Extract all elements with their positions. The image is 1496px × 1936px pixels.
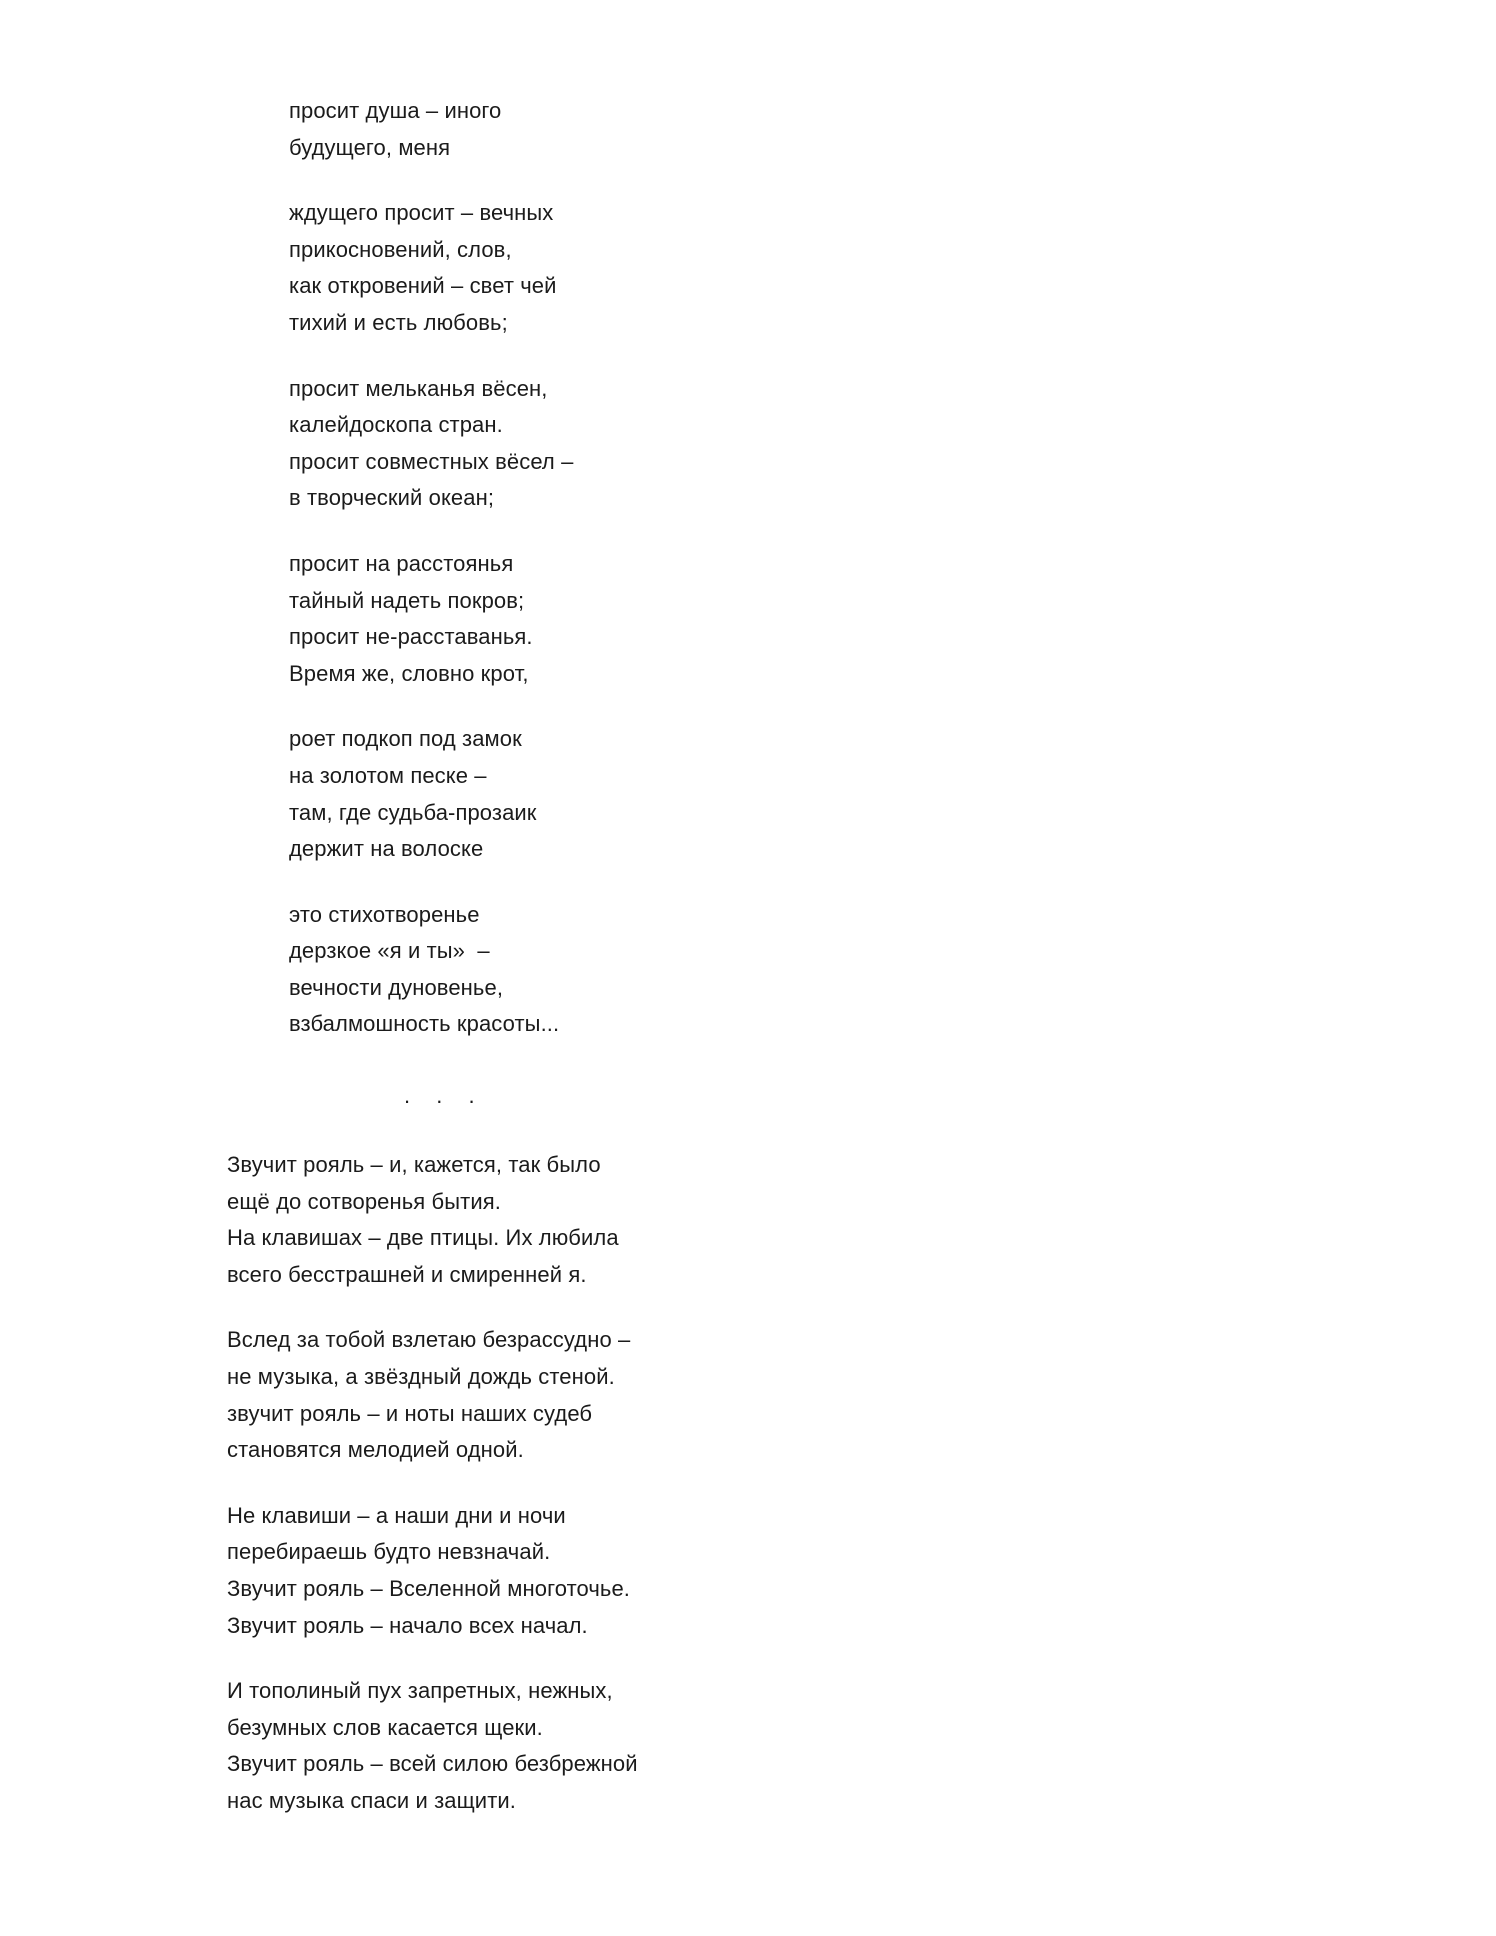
poem-line: Не клавиши – а наши дни и ночи [227,1502,566,1528]
poem-line: просит душа – иного [289,98,502,123]
poem-line: Звучит рояль – Вселенной многоточье. [227,1575,631,1601]
poem-line: калейдоскопа стран. [289,412,503,438]
poem-line: роет подкоп под замок [289,726,522,752]
stanza [227,1147,638,1293]
poem-line: на золотом песке – [289,762,487,788]
stanza [227,1322,638,1468]
poem-line: просит совместных вёсел – [289,448,574,474]
poem-line: И тополиный пух запретных, нежных, [227,1678,613,1704]
poem-line: всего бесстрашней и смиренней я. [227,1261,587,1287]
poem-first [289,93,573,1043]
poem-line: звучит рояль – и ноты наших судеб [227,1400,593,1426]
poem-line: держит на волоске [289,836,484,862]
poem-line: тихий и есть любовь; [289,309,508,335]
stanza [227,1498,638,1644]
poem-line: На клавишах – две птицы. Их любила [227,1225,619,1251]
stanza [227,1673,638,1819]
poem-line: тайный надеть покров; [289,587,525,613]
poem-line: будущего, меня [289,134,451,160]
poem-second [227,1147,638,1820]
stanza [289,93,573,166]
poem-line: ещё до сотворенья бытия. [227,1188,501,1214]
poem-line: Звучит рояль – начало всех начал. [227,1612,588,1638]
poem-line: просит мельканья вёсен, [289,375,548,401]
poem-line: прикосновений, слов, [289,236,512,262]
poem-line: становятся мелодией одной. [227,1437,524,1463]
poem-line: в творческий океан; [289,485,495,511]
poem-line: Звучит рояль – всей силою безбрежной [227,1751,638,1777]
poem-line: безумных слов касается щеки. [227,1714,543,1740]
poem-line: это стихотворенье [289,901,480,927]
poem-line: дерзкое «я и ты» – [289,938,490,964]
poem-line: Звучит рояль – и, кажется, так было [227,1152,601,1177]
stanza [289,721,573,867]
stanza [289,546,573,692]
poem-line: ждущего просит – вечных [289,200,554,226]
poem-line: не музыка, а звёздный дождь стеной. [227,1363,615,1389]
stanza-divider: . . . [404,1083,475,1108]
poem-line: нас музыка спаси и защити. [227,1787,516,1813]
poem-line: взбалмошность красоты... [289,1011,560,1037]
poem-line: вечности дуновенье, [289,974,504,1000]
stanza [289,195,573,341]
poem-line: перебираешь будто невзначай. [227,1539,551,1565]
poem-line: там, где судьба-прозаик [289,799,537,825]
poem-line: как откровений – свет чей [289,273,557,299]
poem-line: просит не-расставанья. [289,624,533,650]
stanza [289,371,573,517]
stanza [289,897,573,1043]
poem-line: просит на расстоянья [289,550,514,576]
poem-line: Время же, словно крот, [289,660,529,686]
poem-line: Вслед за тобой взлетаю безрассудно – [227,1327,631,1353]
